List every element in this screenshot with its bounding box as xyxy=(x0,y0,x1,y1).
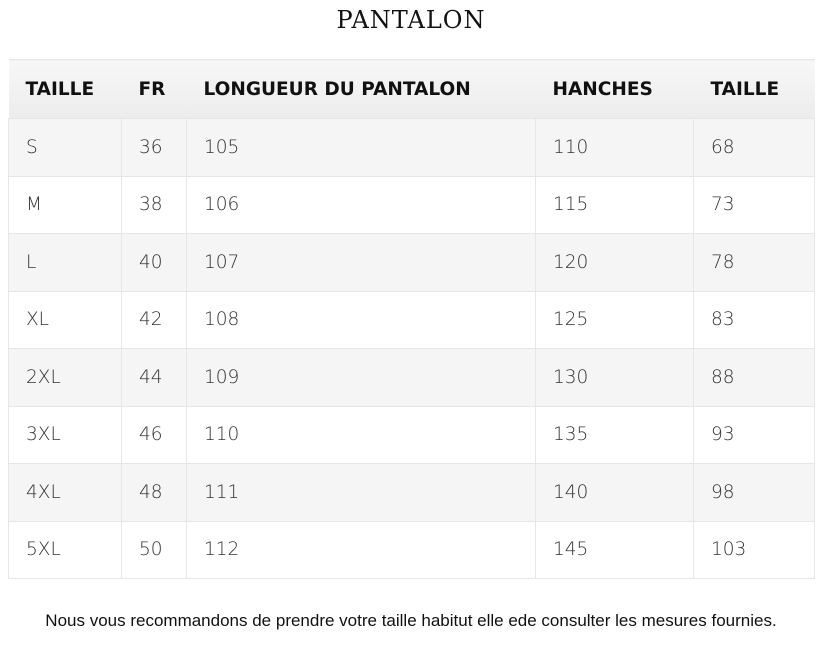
cell-longueur: 108 xyxy=(187,291,536,349)
cell-fr: 38 xyxy=(122,176,187,234)
cell-taille: 78 xyxy=(694,234,815,292)
cell-longueur: 107 xyxy=(187,234,536,292)
size-chart-table xyxy=(8,59,815,579)
table-header-row xyxy=(9,60,815,119)
cell-size: 2XL xyxy=(9,349,122,407)
table-body xyxy=(9,119,815,579)
cell-size: 5XL xyxy=(9,521,122,579)
cell-hanches: 120 xyxy=(536,234,694,292)
column-header-taille-waist: TAILLE xyxy=(694,60,815,119)
cell-taille: 83 xyxy=(694,291,815,349)
cell-taille: 88 xyxy=(694,349,815,407)
cell-longueur: 110 xyxy=(187,406,536,464)
cell-fr: 50 xyxy=(122,521,187,579)
cell-hanches: 135 xyxy=(536,406,694,464)
column-header-taille: TAILLE xyxy=(9,60,122,119)
table-row xyxy=(9,349,815,407)
cell-hanches: 115 xyxy=(536,176,694,234)
cell-size: 4XL xyxy=(9,464,122,522)
cell-size: XL xyxy=(9,291,122,349)
cell-longueur: 105 xyxy=(187,119,536,177)
cell-longueur: 112 xyxy=(187,521,536,579)
table-row xyxy=(9,464,815,522)
table-row xyxy=(9,521,815,579)
table-row xyxy=(9,119,815,177)
cell-fr: 46 xyxy=(122,406,187,464)
table-row xyxy=(9,406,815,464)
page-title: PANTALON xyxy=(336,6,486,34)
cell-hanches: 140 xyxy=(536,464,694,522)
cell-fr: 36 xyxy=(122,119,187,177)
cell-taille: 98 xyxy=(694,464,815,522)
cell-fr: 48 xyxy=(122,464,187,522)
cell-size: M xyxy=(9,176,122,234)
column-header-hanches: HANCHES xyxy=(536,60,694,119)
table-row xyxy=(9,176,815,234)
cell-hanches: 125 xyxy=(536,291,694,349)
table-row xyxy=(9,234,815,292)
cell-fr: 40 xyxy=(122,234,187,292)
column-header-longueur: LONGUEUR DU PANTALON xyxy=(187,60,536,119)
cell-taille: 68 xyxy=(694,119,815,177)
table-row xyxy=(9,291,815,349)
cell-taille: 93 xyxy=(694,406,815,464)
cell-hanches: 145 xyxy=(536,521,694,579)
cell-longueur: 106 xyxy=(187,176,536,234)
cell-longueur: 111 xyxy=(187,464,536,522)
cell-taille: 103 xyxy=(694,521,815,579)
column-header-fr: FR xyxy=(122,60,187,119)
cell-size: S xyxy=(9,119,122,177)
cell-hanches: 110 xyxy=(536,119,694,177)
cell-fr: 44 xyxy=(122,349,187,407)
cell-hanches: 130 xyxy=(536,349,694,407)
cell-size: L xyxy=(9,234,122,292)
cell-longueur: 109 xyxy=(187,349,536,407)
sizing-footnote: Nous vous recommandons de prendre votre taille habitut elle ede consulter les mesures fournies. xyxy=(45,611,777,630)
cell-fr: 42 xyxy=(122,291,187,349)
cell-size: 3XL xyxy=(9,406,122,464)
cell-taille: 73 xyxy=(694,176,815,234)
